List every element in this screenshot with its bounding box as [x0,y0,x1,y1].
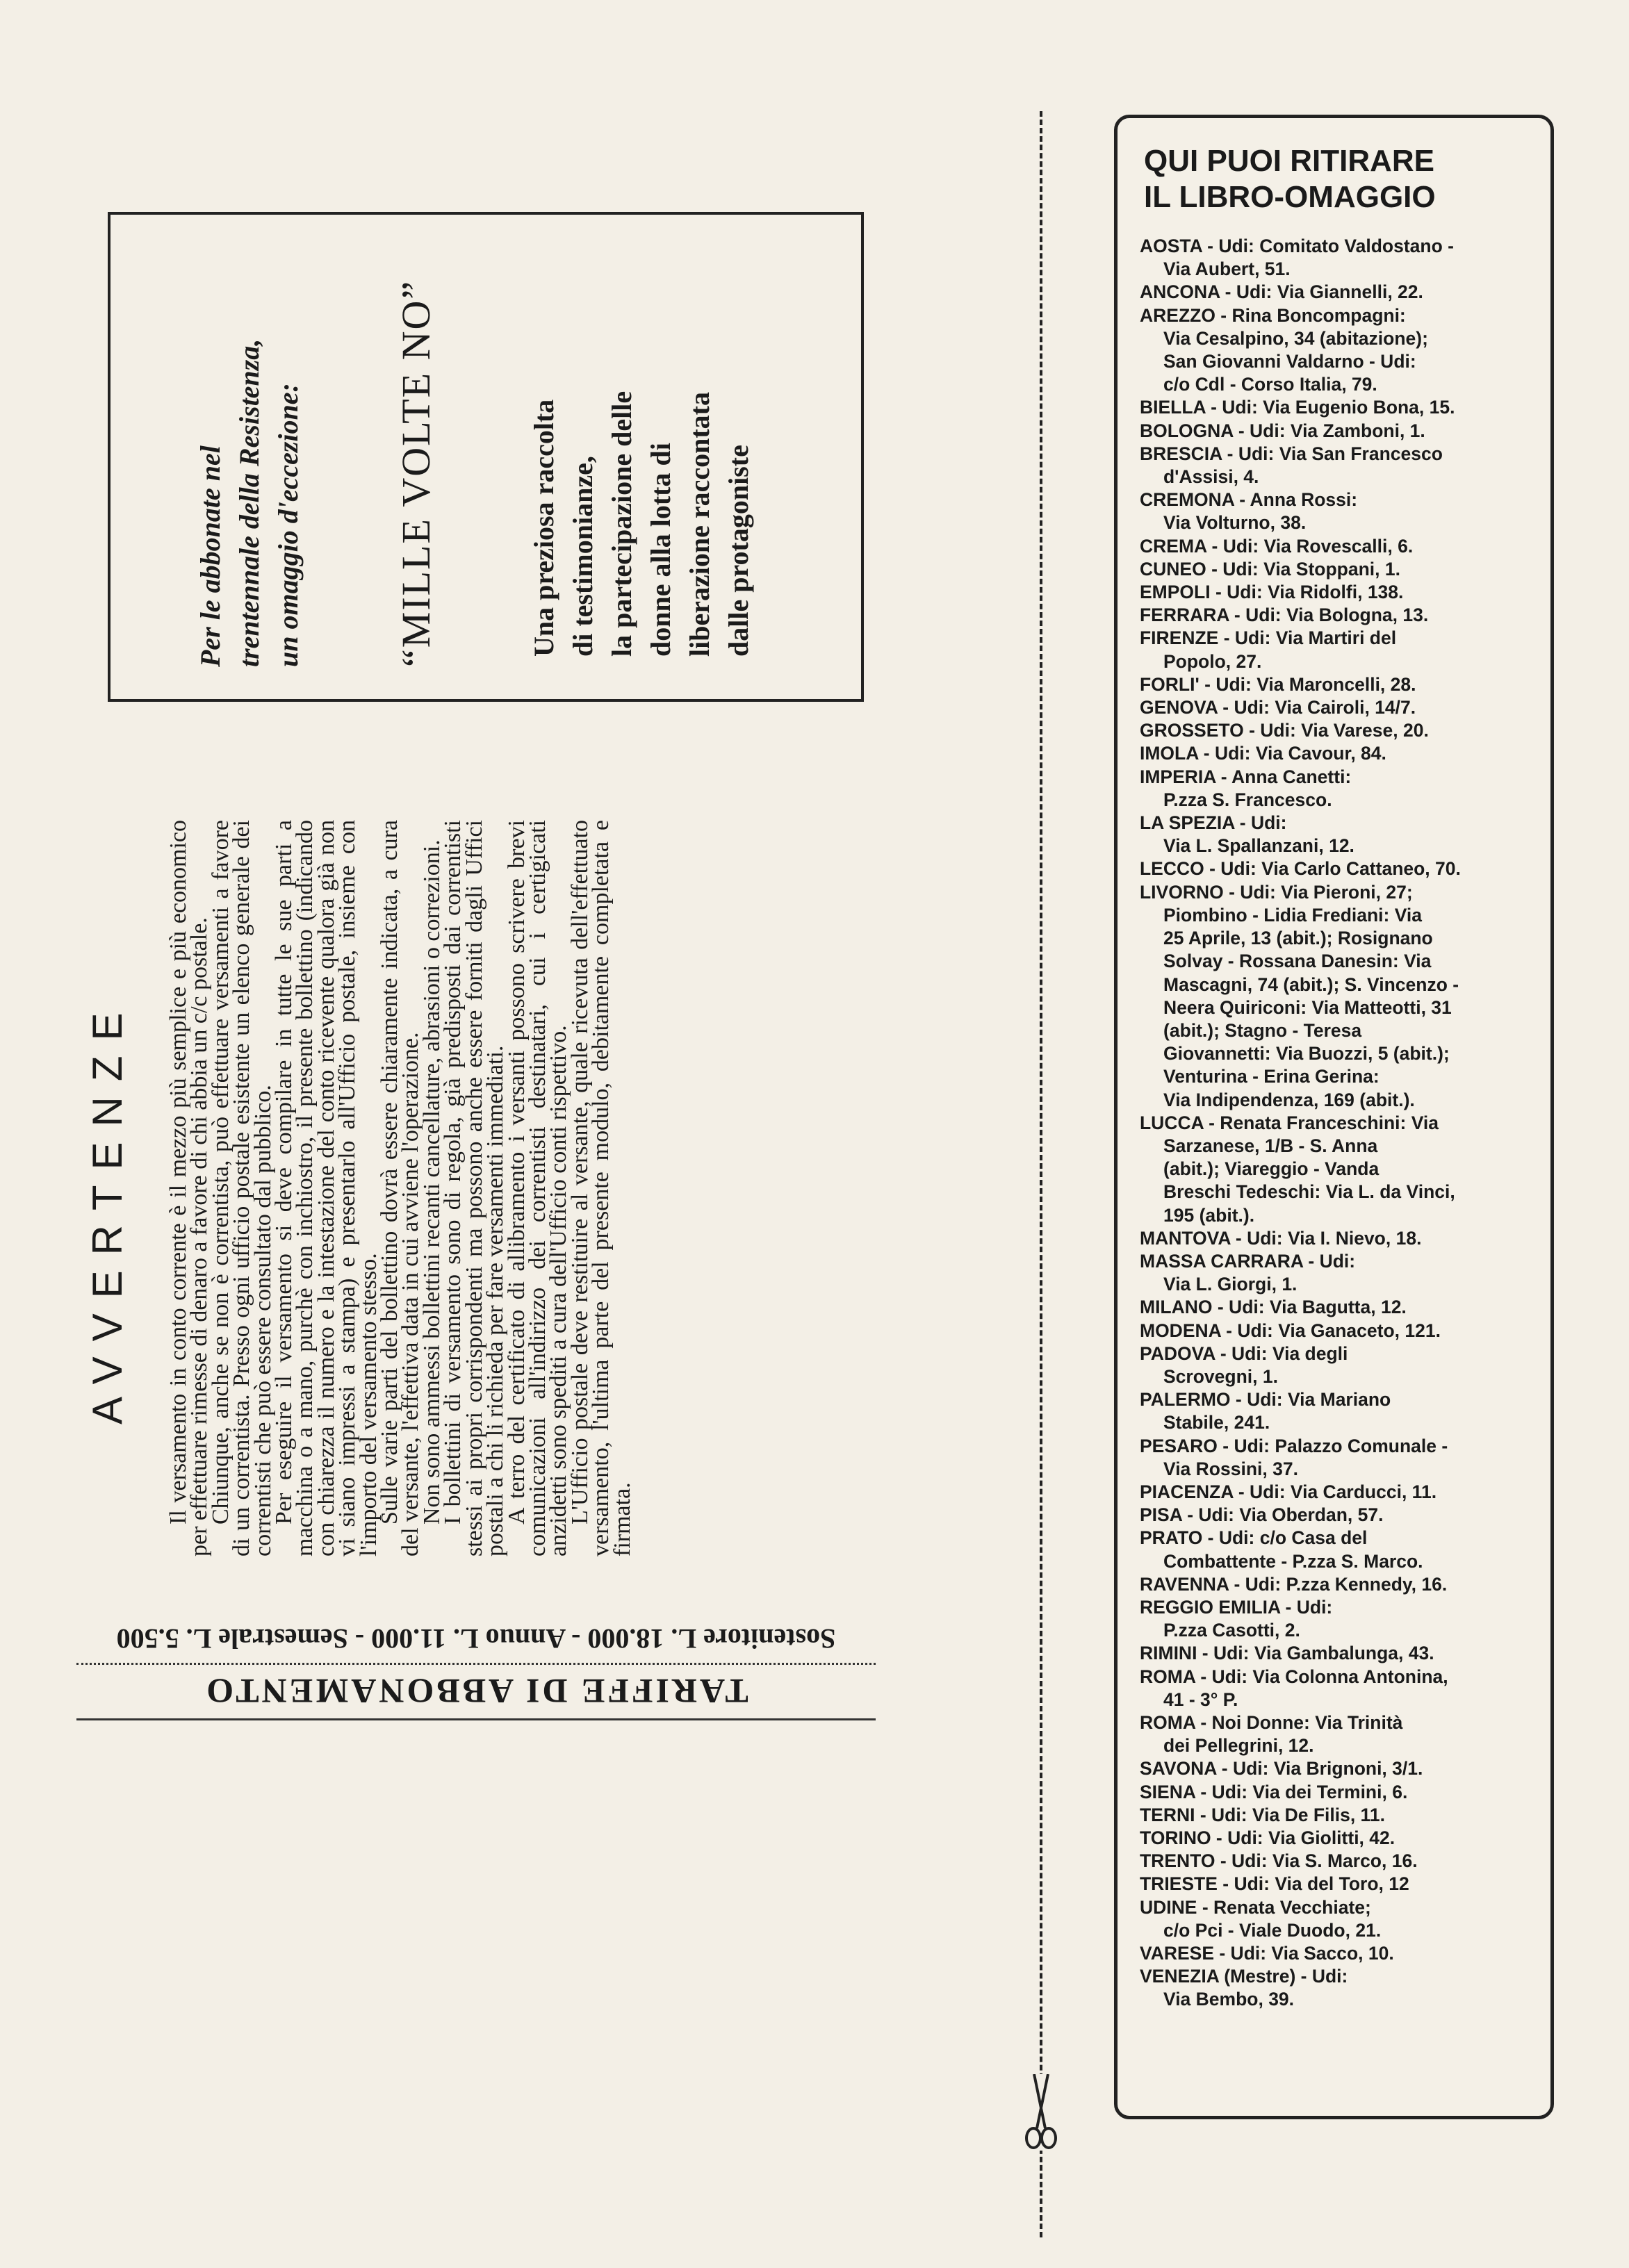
list-item-address-line: San Giovanni Valdarno - Udi: [1163,351,1416,372]
list-item-city-line: FIRENZE - Udi: Via Martiri del [1140,627,1397,649]
list-item-city-line: SAVONA - Udi: Via Brignoni, 3/1. [1140,1758,1423,1780]
list-item [1140,742,1536,765]
tariffe-rule-middle [76,1663,876,1665]
list-item [1140,1757,1536,1780]
list-item-city-line: PESARO - Udi: Palazzo Comunale - [1140,1435,1448,1456]
list-item [1140,1504,1536,1527]
distribution-list [1140,235,1536,2012]
promo-line-2: trentennale della Resistenza, [234,338,265,667]
list-item-address-line: 25 Aprile, 13 (abit.); Rosignano [1163,928,1433,949]
list-item-address-line: c/o Cdl - Corso Italia, 79. [1163,374,1377,395]
list-item [1140,396,1536,419]
distribution-title-line-2: IL LIBRO-OMAGGIO [1144,180,1436,214]
promo-desc-4: donne alla lotta di [645,443,676,657]
list-item-city-line: RIMINI - Udi: Via Gambalunga, 43. [1140,1643,1434,1664]
list-item-address-line: dei Pellegrini, 12. [1163,1735,1314,1757]
avvertenze-p8: L'Ufficio postale deve restituire al versante, quale ricevuta dell'effettuato versamento, l'ultima parte del presente modulo, debitamente completata e firmata. [566,820,635,1556]
list-item-city-line: PISA - Udi: Via Oberdan, 57. [1140,1504,1384,1526]
list-item-address-line: Venturina - Erina Gerina: [1163,1066,1380,1087]
list-item [1140,1296,1536,1319]
tariffe-rule-bottom [76,1718,876,1720]
list-item-address-line: Via Rossini, 37. [1163,1458,1298,1479]
list-item-city-line: CUNEO - Udi: Via Stoppani, 1. [1140,558,1400,580]
list-item-address-line: Via L. Giorgi, 1. [1163,1274,1298,1295]
list-item [1140,304,1536,397]
list-item-address-line: Via L. Spallanzani, 12. [1163,835,1354,857]
list-item-address-line: 195 (abit.). [1163,1204,1255,1226]
list-item [1140,1527,1536,1572]
promo-desc-2: di testimonianze, [567,456,598,657]
list-item [1140,1573,1536,1596]
list-item-address-line: Giovannetti: Via Buozzi, 5 (abit.); [1163,1043,1450,1065]
list-item-city-line: TERNI - Udi: Via De Filis, 11. [1140,1804,1385,1825]
list-item [1140,627,1536,673]
list-item-city-line: FORLI' - Udi: Via Maroncelli, 28. [1140,673,1416,695]
cut-line [1040,111,1042,2237]
list-item-address-line: Via Bembo, 39. [1163,1989,1295,2010]
list-item-city-line: PRATO - Udi: c/o Casa del [1140,1527,1368,1549]
list-item-city-line: MODENA - Udi: Via Ganaceto, 121. [1140,1320,1441,1341]
list-item-city-line: TRIESTE - Udi: Via del Toro, 12 [1140,1873,1409,1895]
list-item-address-line: Via Indipendenza, 169 (abit.). [1163,1089,1415,1110]
list-item-address-line: Mascagni, 74 (abit.); S. Vincenzo - [1163,973,1459,995]
list-item-address-line: Via Aubert, 51. [1163,258,1291,280]
list-item [1140,281,1536,304]
promo-title-wrap [393,280,439,667]
list-item [1140,812,1536,857]
list-item-city-line: EMPOLI - Udi: Via Ridolfi, 138. [1140,582,1404,603]
list-item [1140,1320,1536,1342]
list-item-city-line: PIACENZA - Udi: Via Carducci, 11. [1140,1481,1437,1502]
list-item-address-line: P.zza Casotti, 2. [1163,1620,1300,1641]
list-item-city-line: AOSTA - Udi: Comitato Valdostano - [1140,236,1454,256]
avvertenze-p3: Per eseguire il versamento si deve compilare in tutte le sue parti a macchina o a mano, purchè con inchiostro, il presente bollettino (indicando con chiarezza il numero e la intestazione del conto ricevente qualora già non vi siano impressi a stampa) e presentarlo all'Ufficio postale, insieme con l'importo del versamento stesso. [271,820,382,1556]
list-item-city-line: BOLOGNA - Udi: Via Zamboni, 1. [1140,420,1425,441]
list-item [1140,443,1536,488]
list-item [1140,488,1536,534]
list-item-address-line: Stabile, 241. [1163,1412,1270,1433]
list-item [1140,604,1536,627]
list-item-city-line: CREMONA - Anna Rossi: [1140,489,1358,511]
list-item-city-line: UDINE - Renata Vecchiate; [1140,1896,1371,1918]
list-item [1140,1873,1536,1896]
list-item-address-line: Via Cesalpino, 34 (abitazione); [1163,327,1428,349]
list-item [1140,1850,1536,1873]
list-item-address-line: Piombino - Lidia Frediani: Via [1163,904,1423,926]
list-item-city-line: ROMA - Noi Donne: Via Trinità [1140,1712,1403,1733]
list-item-city-line: LUCCA - Renata Franceschini: Via [1140,1112,1439,1133]
promo-intro [191,339,308,667]
list-item-city-line: FERRARA - Udi: Via Bologna, 13. [1140,605,1429,626]
list-item-address-line: Combattente - P.zza S. Marco. [1163,1550,1423,1572]
list-item [1140,558,1536,581]
promo-desc-3: la partecipazione delle [606,391,637,657]
list-item [1140,1804,1536,1827]
list-item [1140,1942,1536,1965]
list-item-address-line: P.zza S. Francesco. [1163,789,1332,810]
list-item-address-line: 41 - 3° P. [1163,1688,1238,1710]
list-item-city-line: VARESE - Udi: Via Sacco, 10. [1140,1943,1394,1964]
promo-desc-5: liberazione raccontata [684,392,715,657]
list-item [1140,696,1536,719]
list-item-city-line: SIENA - Udi: Via dei Termini, 6. [1140,1781,1408,1802]
list-item-city-line: LIVORNO - Udi: Via Pieroni, 27; [1140,881,1413,903]
list-item [1140,1112,1536,1227]
list-item-address-line: (abit.); Stagno - Teresa [1163,1019,1362,1041]
list-item [1140,1781,1536,1804]
list-item [1140,1965,1536,2011]
list-item [1140,766,1536,812]
avvertenze-p6: I bollettini di versamento sono di regola, già predisposti dai correntisti stessi ai propri corrispondenti ma possono anche essere forniti dagli Uffici postali a chi li richieda per fare versamenti immediati. [440,820,509,1556]
list-item-address-line: Solvay - Rossana Danesin: Via [1163,951,1432,972]
list-item-city-line: VENEZIA (Mestre) - Udi: [1140,1966,1348,1987]
distribution-title [1144,143,1436,215]
list-item-city-line: GENOVA - Udi: Via Cairoli, 14/7. [1140,697,1416,718]
list-item [1140,1342,1536,1388]
list-item-city-line: LECCO - Udi: Via Carlo Cattaneo, 70. [1140,858,1461,880]
list-item-city-line: GROSSETO - Udi: Via Varese, 20. [1140,720,1429,741]
scissors-icon [1019,2074,1063,2151]
list-item-city-line: MILANO - Udi: Via Bagutta, 12. [1140,1297,1407,1318]
list-item [1140,1827,1536,1850]
list-item [1140,420,1536,443]
list-item-city-line: IMOLA - Udi: Via Cavour, 84. [1140,743,1386,764]
list-item-city-line: IMPERIA - Anna Canetti: [1140,766,1352,787]
avvertenze-p7: A terro del certificato di allibramento i versanti possono scrivere brevi comunicazioni all'indirizzo dei correntisti destinatari, cui i certigicati anzidetti sono spediti a cura dell'Ufficio conti rispettivo. [503,820,572,1556]
list-item-address-line: Popolo, 27. [1163,650,1262,672]
list-item-address-line: Sarzanese, 1/B - S. Anna [1163,1135,1378,1156]
promo-desc-6: dalle protagoniste [723,445,754,657]
avvertenze-p2: Chiunque, anche se non è correntista, può effettuare versamenti a favore di un correntista. Presso ogni ufficio postale esistente un elenco generale dei correntisti che può essere consultato dal pubblico. [207,820,276,1556]
list-item-city-line: BRESCIA - Udi: Via San Francesco [1140,443,1443,464]
list-item-address-line: c/o Pci - Viale Duodo, 21. [1163,1919,1382,1941]
list-item [1140,1711,1536,1757]
list-item-address-line: (abit.); Viareggio - Vanda [1163,1158,1380,1180]
avvertenze-p1: Il versamento in conto corrente è il mezzo più semplice e più economico per effettuare rimesse di denaro a favore di chi abbia un c/c postale. [165,820,213,1556]
list-item-city-line: ROMA - Udi: Via Colonna Antonina, [1140,1666,1448,1687]
list-item-city-line: PADOVA - Udi: Via degli [1140,1342,1348,1364]
tariffe-title: TARIFFE DI ABBONAMENTO [204,1672,748,1711]
list-item-city-line: REGGIO EMILIA - Udi: [1140,1596,1333,1618]
distribution-box [1114,115,1554,2119]
list-item-city-line: PALERMO - Udi: Via Mariano [1140,1389,1391,1411]
list-item-city-line: RAVENNA - Udi: P.zza Kennedy, 16. [1140,1573,1448,1595]
list-item-address-line: Breschi Tedeschi: Via L. da Vinci, [1163,1181,1455,1203]
list-item-city-line: TRENTO - Udi: Via S. Marco, 16. [1140,1850,1418,1872]
list-item [1140,1250,1536,1296]
list-item [1140,1435,1536,1481]
list-item [1140,1388,1536,1434]
list-item [1140,719,1536,742]
avvertenze-body [165,820,635,1556]
list-item [1140,535,1536,558]
tariffe-prices: Sostenitore L. 18.000 - Annuo L. 11.000 - Semestrale L. 5.500 [116,1623,836,1654]
list-item-city-line: LA SPEZIA - Udi: [1140,812,1287,834]
list-item-address-line: Scrovegni, 1. [1163,1365,1278,1387]
list-item [1140,581,1536,604]
list-item-city-line: BIELLA - Udi: Via Eugenio Bona, 15. [1140,397,1455,418]
list-item-city-line: MASSA CARRARA - Udi: [1140,1250,1356,1272]
list-item-address-line: d'Assisi, 4. [1163,466,1259,488]
list-item [1140,1596,1536,1642]
avvertenze-p5: Non sono ammessi bollettini recanti cancellature, abrasioni o correzioni. [418,839,445,1525]
avvertenze-title: AVVERTENZE [84,997,131,1424]
list-item [1140,881,1536,1112]
avvertenze-title-wrap [83,997,131,1424]
promo-desc-1: Una preziosa raccolta [528,399,559,657]
list-item [1140,1666,1536,1711]
list-item [1140,1227,1536,1250]
list-item-city-line: AREZZO - Rina Boncompagni: [1140,304,1406,326]
distribution-title-line-1: QUI PUOI RITIRARE [1144,144,1435,178]
promo-line-1: Per le abbonate nel [195,445,226,667]
list-item [1140,673,1536,696]
list-item [1140,857,1536,880]
list-item-address-line: Neera Quiriconi: Via Matteotti, 31 [1163,996,1452,1018]
list-item [1140,235,1536,281]
avvertenze-text [165,820,635,1556]
list-item-city-line: TORINO - Udi: Via Giolitti, 42. [1140,1827,1395,1849]
list-item-city-line: CREMA - Udi: Via Rovescalli, 6. [1140,535,1414,557]
list-item [1140,1896,1536,1942]
list-item-city-line: MANTOVA - Udi: Via I. Nievo, 18. [1140,1227,1422,1249]
list-item-address-line: Via Volturno, 38. [1163,512,1307,534]
list-item [1140,1642,1536,1665]
list-item [1140,1481,1536,1504]
promo-title: “MILLE VOLTE NO” [393,279,439,667]
list-item-city-line: ANCONA - Udi: Via Giannelli, 22. [1140,281,1423,303]
promo-line-3: un omaggio d'eccezione: [272,383,304,667]
promo-description [525,391,758,657]
avvertenze-p4: Sulle varie parti del bollettino dovrà essere chiaramente indicata, a cura del versante, l'effettiva data in cui avviene l'operazione. [377,820,424,1556]
